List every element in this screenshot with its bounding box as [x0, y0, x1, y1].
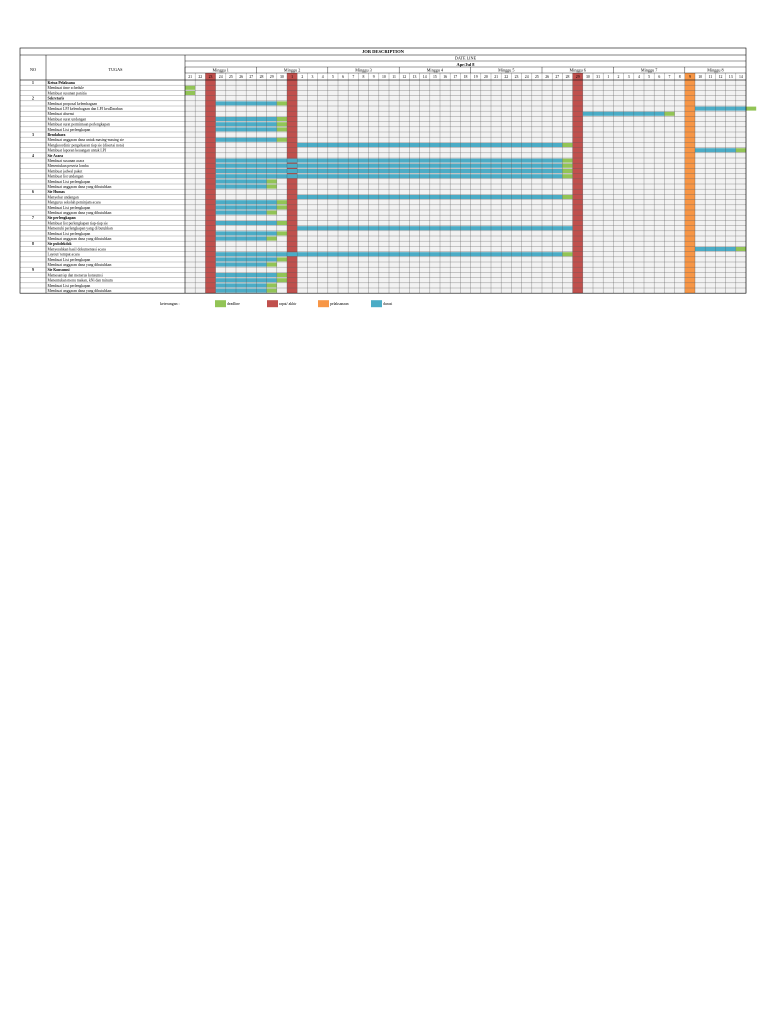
legend-swatch-2 [318, 300, 329, 307]
day-number: 5 [331, 75, 334, 79]
duration-bar-59 [216, 283, 267, 287]
duration-bar-50 [562, 252, 572, 256]
day-number: 4 [637, 75, 640, 79]
task-name: Membuat list undangan [47, 174, 84, 179]
day-number: 3 [627, 75, 630, 79]
section-title: Sie Humas [47, 190, 65, 195]
day-number: 2 [617, 75, 620, 79]
day-number: 1 [607, 75, 610, 79]
duration-bar-39 [267, 211, 277, 215]
task-name: Membuat List perlengkapan [47, 257, 91, 262]
duration-bar-56 [277, 273, 287, 277]
duration-bar-60 [267, 283, 277, 287]
duration-bar-44 [277, 231, 287, 235]
task-name: Membuat surat undangan [47, 117, 87, 122]
task-name: Membuat List perlengkapan [47, 205, 91, 210]
day-number: 17 [453, 75, 458, 79]
duration-bar-54 [267, 263, 277, 267]
duration-bar-35 [277, 200, 287, 204]
legend-swatch-3 [371, 300, 382, 307]
legend-swatch-0 [215, 300, 226, 307]
day-number: 13 [412, 75, 417, 79]
task-header: TUGAS [108, 67, 123, 72]
day-number: 27 [555, 75, 560, 79]
duration-bar-33 [562, 195, 572, 199]
day-number: 18 [463, 75, 468, 79]
day-number: 7 [668, 75, 671, 79]
day-number: 27 [249, 75, 254, 79]
day-number: 5 [648, 75, 651, 79]
day-number: 26 [545, 75, 549, 79]
task-name: Membuat List perlengkapan [47, 179, 91, 184]
task-name: Membuat proposal kelembagaan [47, 101, 98, 106]
day-number: 1 [291, 75, 294, 79]
day-number: 22 [504, 75, 509, 79]
task-name: Membuat List perlengkapan [47, 127, 91, 132]
duration-bar-29 [267, 179, 277, 183]
day-number: 19 [473, 75, 478, 79]
day-number: 8 [678, 75, 681, 79]
day-number: 29 [269, 75, 274, 79]
month-label: Apr/Jul 8 [456, 61, 475, 67]
sheet-title: JOB DESCRIPTION [362, 49, 404, 54]
section-title: Sie Konsumsi [47, 268, 70, 273]
duration-bar-45 [216, 237, 267, 241]
duration-bar-52 [277, 257, 287, 261]
duration-bar-11 [277, 122, 287, 126]
week-label: Minggu 7 [640, 67, 658, 73]
row-number: 3 [32, 133, 34, 137]
task-name: Membuat anggaran dana yang dibutuhkan [47, 237, 112, 241]
day-number: 21 [494, 75, 498, 79]
duration-bar-4 [695, 107, 746, 111]
task-name: Membuat anggaran dana yang dibutuhkan [47, 263, 112, 267]
task-name: Membuat susunan acara [47, 159, 85, 163]
duration-bar-62 [267, 289, 277, 293]
duration-bar-53 [216, 263, 267, 267]
section-title: Sie Acara [47, 153, 64, 158]
legend-item-label: rapat/ akhir [279, 302, 297, 307]
week-label: Minggu 3 [355, 67, 372, 73]
day-number: 26 [239, 75, 243, 79]
day-number: 10 [382, 75, 386, 79]
task-name: Membuat anggaran dana yang dibutuhkan [47, 211, 112, 215]
date-line-label: DATE LINE [454, 55, 477, 61]
day-number: 30 [586, 75, 590, 79]
day-number: 13 [728, 75, 733, 79]
day-number: 6 [342, 75, 345, 79]
task-name: Memenuhi perlengkapan yang di butuhkan [47, 226, 113, 231]
duration-bar-46 [267, 237, 277, 241]
duration-bar-37 [277, 205, 287, 209]
duration-bar-38 [216, 211, 267, 215]
week-label: Minggu 2 [283, 67, 301, 73]
task-name: Membuat List perlengkapan [47, 283, 91, 288]
task-name: Membuat jadwal paket [47, 169, 83, 174]
task-name: Layout/ tempat acara [47, 252, 80, 257]
task-name: Membuat time schedule [47, 86, 84, 91]
job-description-sheet [0, 0, 768, 400]
section-title: Sie perlengkapan [47, 216, 76, 221]
day-number: 12 [718, 75, 723, 79]
week-label: Minggu 1 [212, 67, 229, 73]
week-label: Minggu 8 [707, 67, 724, 73]
task-name: Memesan/ap dan menerus konsumsi [47, 273, 103, 278]
day-number: 25 [535, 75, 539, 79]
task-name: Menyebar undangan [47, 195, 79, 200]
task-name: Mengkoordinir pengeluaran tiap sie (disertai nota) [47, 143, 124, 148]
day-number: 14 [739, 75, 743, 79]
duration-bar-30 [216, 185, 267, 189]
day-number: 20 [484, 75, 488, 79]
duration-bar-17 [562, 143, 572, 147]
day-number: 11 [708, 75, 713, 79]
day-number: 24 [524, 75, 529, 79]
duration-bar-19 [736, 148, 746, 152]
row-number: 9 [32, 268, 34, 273]
day-number: 10 [698, 75, 702, 79]
duration-bar-3 [277, 101, 287, 105]
duration-bar-15 [277, 138, 287, 142]
section-title: Bendahara [47, 133, 66, 137]
day-number: 4 [321, 75, 324, 79]
day-number: 30 [280, 75, 284, 79]
legend-label: keterangan : [160, 301, 180, 307]
task-name: Membuat List perlengkapan [47, 231, 91, 236]
duration-bar-31 [267, 185, 277, 189]
day-number: 12 [402, 75, 407, 79]
duration-bar-58 [277, 278, 287, 282]
day-number: 21 [188, 75, 192, 79]
task-name: Membuat susunan panitia [47, 91, 87, 96]
task-name: Mengurus sekolah peminjam acara [47, 200, 101, 205]
day-number: 2 [301, 75, 304, 79]
day-number: 15 [433, 75, 437, 79]
task-name: Membuat anggaran dana yang dibutuhkan [47, 185, 112, 189]
duration-bar-9 [277, 117, 287, 121]
section-title: Sekretaris [47, 96, 65, 101]
row-number: 8 [32, 242, 34, 247]
day-number: 6 [658, 75, 661, 79]
task-name: Menentukan menu makan, kNi dan minum [47, 278, 113, 283]
task-name: Membuat surat permintaan perlengkapan [47, 122, 110, 127]
day-number: 3 [311, 75, 314, 79]
duration-bar-13 [277, 127, 287, 131]
day-number: 23 [208, 75, 213, 79]
duration-bar-5 [746, 107, 756, 111]
duration-bar-21 [562, 159, 572, 163]
task-name: Membuat laporan keuangan untuk LPJ [47, 148, 107, 153]
duration-bar-41 [277, 221, 287, 225]
day-number: 29 [575, 75, 580, 79]
day-number: 25 [229, 75, 233, 79]
row-number: 7 [32, 216, 34, 221]
row-number: 1 [32, 81, 34, 85]
no-header: NO [29, 67, 37, 72]
task-name: Membuat list perlengkapan tiap-tiap sie [47, 221, 108, 226]
legend-item-label: deadline [227, 302, 240, 307]
duration-bar-48 [736, 247, 746, 251]
row-number: 2 [32, 96, 34, 101]
duration-bar-27 [562, 174, 572, 178]
duration-bar-25 [562, 169, 572, 173]
day-number: 16 [443, 75, 447, 79]
duration-bar-7 [664, 112, 674, 116]
row-number: 4 [32, 153, 34, 158]
task-name: Membuat anggaran dana yang dibutuhkan [47, 289, 112, 293]
legend-swatch-1 [267, 300, 278, 307]
day-number: 22 [198, 75, 203, 79]
week-label: Minggu 4 [426, 67, 444, 73]
day-number: 11 [392, 75, 396, 79]
task-name: Membuat absensi [47, 112, 75, 117]
task-name: Menentukan peserta lomba [47, 164, 89, 169]
task-name: Menyerahkan hasil dokumentasi acara [47, 247, 106, 252]
task-name: Membuat LPJ kelembagaan dan LPJ keuDaraban [47, 107, 123, 111]
week-label: Minggu 5 [498, 67, 515, 73]
row-number: 6 [32, 190, 34, 195]
day-number: 9 [688, 75, 691, 79]
gantt-chart [0, 0, 768, 400]
duration-bar-0 [185, 86, 195, 90]
day-number: 24 [218, 75, 223, 79]
week-label: Minggu 6 [569, 67, 586, 73]
day-number: 28 [565, 75, 570, 79]
day-number: 8 [362, 75, 365, 79]
section-title: Sie pubdekdok [47, 242, 72, 247]
duration-bar-28 [216, 179, 267, 183]
day-number: 7 [352, 75, 355, 79]
day-number: 9 [372, 75, 375, 79]
section-title: Ketua Pelaksana [47, 81, 75, 85]
day-number: 23 [514, 75, 519, 79]
duration-bar-1 [185, 91, 195, 95]
day-number: 14 [422, 75, 427, 79]
task-name: Membuat anggaran dana untuk masing-masing sie [47, 138, 124, 143]
legend-item-label: pelaksanaan [330, 302, 349, 307]
duration-bar-42 [297, 226, 572, 230]
day-number: 28 [259, 75, 264, 79]
duration-bar-23 [562, 164, 572, 168]
legend-item-label: durasi [383, 302, 393, 307]
duration-bar-61 [216, 289, 267, 293]
day-number: 31 [596, 75, 600, 79]
